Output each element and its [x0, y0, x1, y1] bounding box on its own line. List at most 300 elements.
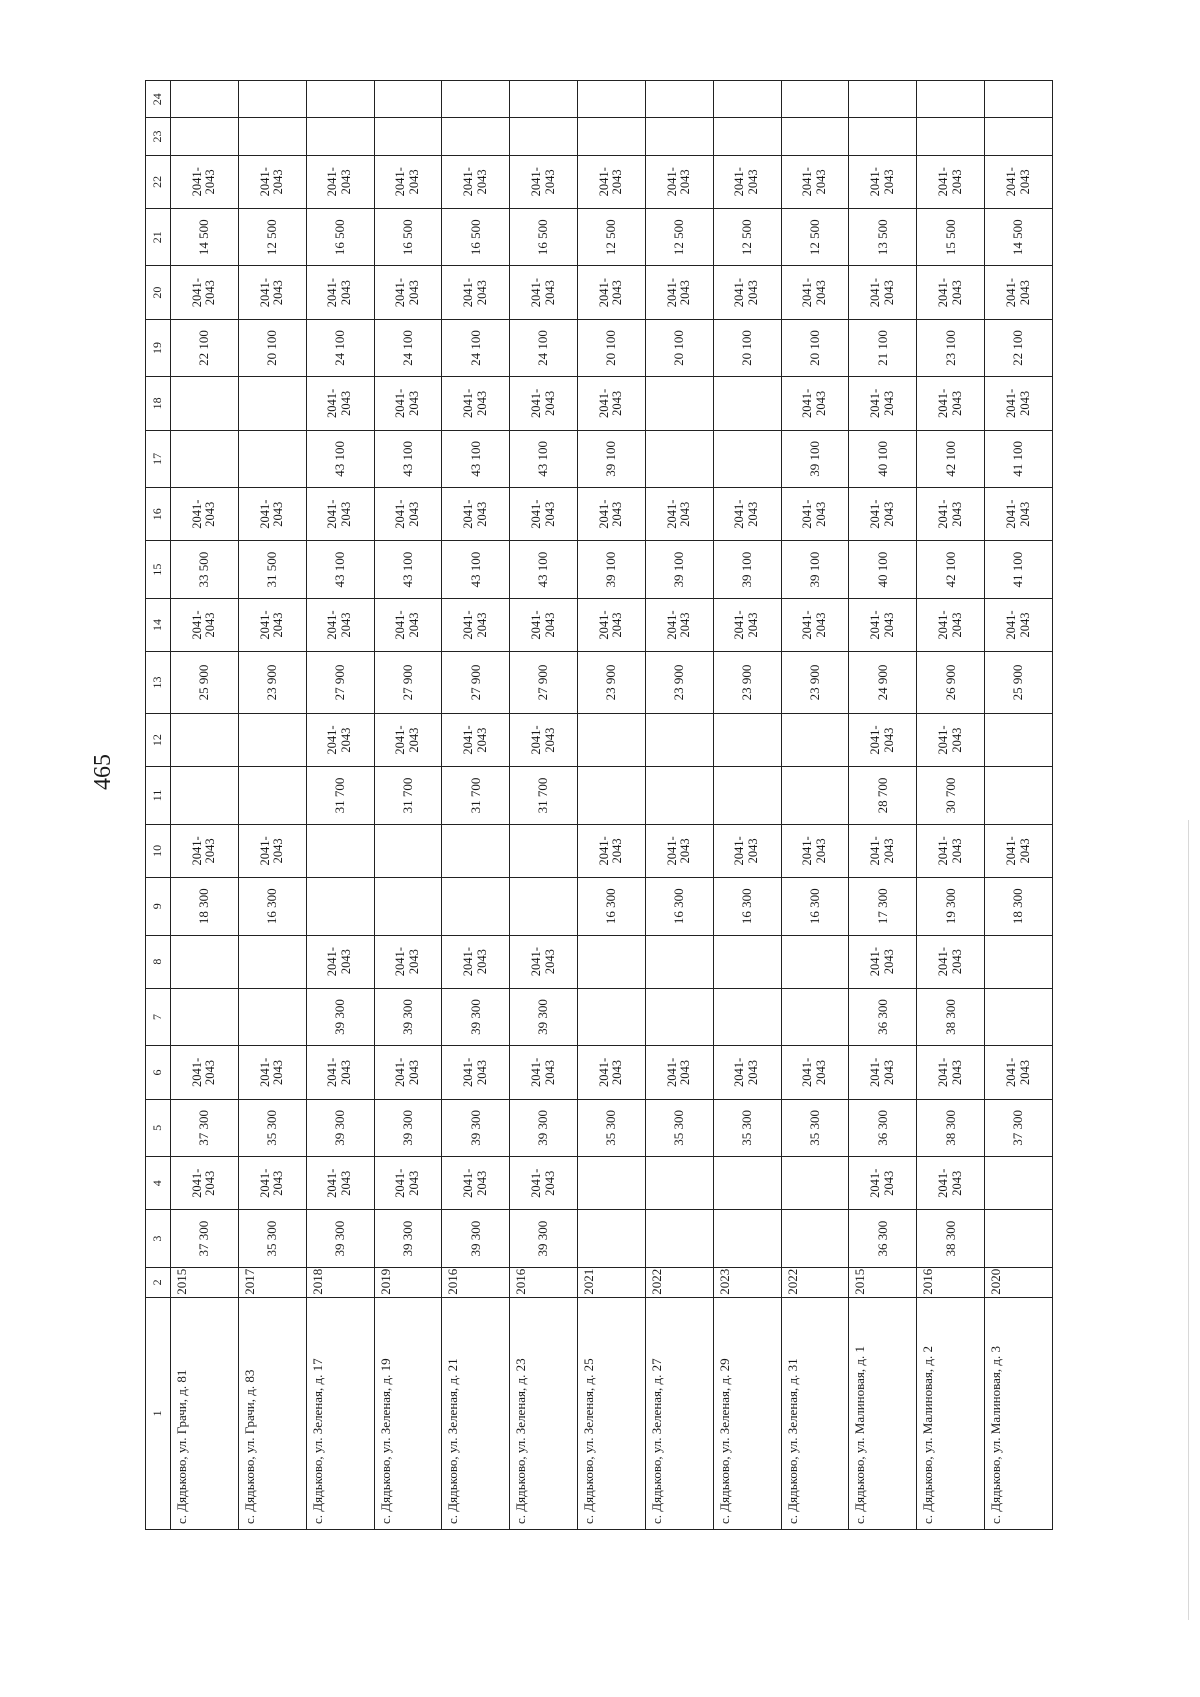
page-number	[83, 754, 123, 790]
table-cell: 2041- 2043	[374, 598, 442, 651]
table-cell: 14 500	[985, 208, 1053, 266]
table-cell	[238, 118, 306, 155]
table-cell: 2041- 2043	[917, 377, 985, 430]
table-cell: 39 100	[578, 541, 646, 599]
table-cell: 2041- 2043	[713, 1046, 781, 1099]
table-cell: 37 300	[171, 1099, 239, 1157]
column-header-6: 6	[146, 1046, 171, 1099]
table-cell: 2041- 2043	[374, 1046, 442, 1099]
table-cell: 35 300	[238, 1099, 306, 1157]
table-cell	[171, 767, 239, 825]
table-cell	[713, 1210, 781, 1268]
table-cell	[781, 767, 849, 825]
table-cell: 2041- 2043	[306, 1046, 374, 1099]
table-cell	[442, 824, 510, 877]
table-cell	[171, 935, 239, 988]
table-cell: 2041- 2043	[985, 377, 1053, 430]
table-cell: 2041- 2043	[442, 377, 510, 430]
table-cell: 16 300	[238, 877, 306, 935]
table-cell	[985, 988, 1053, 1046]
table-cell: 2041- 2043	[578, 1046, 646, 1099]
table-cell: 27 900	[510, 652, 578, 714]
table-cell: 23 100	[917, 319, 985, 377]
year-cell: 2016	[442, 1267, 510, 1297]
table-cell: 38 300	[917, 988, 985, 1046]
table-cell: 35 300	[713, 1099, 781, 1157]
table-row	[645, 81, 713, 1530]
table-cell	[510, 81, 578, 118]
table-cell: 2041- 2043	[510, 377, 578, 430]
address-cell: с. Дядьково, ул. Малиновая, д. 1	[849, 1297, 917, 1529]
table-cell: 16 300	[578, 877, 646, 935]
table-cell: 2041- 2043	[985, 488, 1053, 541]
table-cell	[781, 118, 849, 155]
table-cell	[306, 824, 374, 877]
table-cell: 40 100	[849, 430, 917, 488]
table-cell: 41 100	[985, 430, 1053, 488]
table-cell: 12 500	[238, 208, 306, 266]
table-cell	[645, 713, 713, 766]
table-cell: 42 100	[917, 541, 985, 599]
table-cell: 43 100	[306, 430, 374, 488]
table-cell	[985, 1210, 1053, 1268]
table-cell: 43 100	[442, 430, 510, 488]
table-row	[171, 81, 239, 1530]
table-cell	[238, 430, 306, 488]
address-cell: с. Дядьково, ул. Малиновая, д. 2	[917, 1297, 985, 1529]
table-row	[578, 81, 646, 1530]
table-cell: 24 100	[306, 319, 374, 377]
table-cell: 2041- 2043	[171, 1157, 239, 1210]
table-cell: 36 300	[849, 988, 917, 1046]
table-cell	[578, 935, 646, 988]
year-cell: 2015	[849, 1267, 917, 1297]
table-cell: 2041- 2043	[578, 598, 646, 651]
table-cell: 17 300	[849, 877, 917, 935]
table-cell: 2041- 2043	[849, 935, 917, 988]
table-cell: 19 300	[917, 877, 985, 935]
table-cell: 2041- 2043	[917, 824, 985, 877]
table-cell: 2041- 2043	[306, 377, 374, 430]
table-cell: 16 300	[645, 877, 713, 935]
table-cell: 27 900	[374, 652, 442, 714]
table-cell: 35 300	[238, 1210, 306, 1268]
table-cell	[781, 1210, 849, 1268]
table-cell: 14 500	[171, 208, 239, 266]
data-table	[145, 80, 1053, 1530]
column-header-7: 7	[146, 988, 171, 1046]
column-header-22: 22	[146, 155, 171, 208]
table-cell: 23 900	[578, 652, 646, 714]
table-cell	[645, 767, 713, 825]
table-cell: 31 700	[306, 767, 374, 825]
table-cell	[374, 118, 442, 155]
table-cell: 31 700	[374, 767, 442, 825]
table-cell: 39 300	[306, 1210, 374, 1268]
table-cell: 2041- 2043	[510, 488, 578, 541]
table-cell: 2041- 2043	[713, 155, 781, 208]
year-cell: 2018	[306, 1267, 374, 1297]
column-header-14: 14	[146, 598, 171, 651]
table-cell: 2041- 2043	[510, 935, 578, 988]
table-cell: 35 300	[578, 1099, 646, 1157]
table-cell	[171, 988, 239, 1046]
table-cell: 37 300	[171, 1210, 239, 1268]
table-cell	[917, 81, 985, 118]
table-cell: 2041- 2043	[645, 155, 713, 208]
table-cell	[645, 430, 713, 488]
scan-edge-line	[1188, 820, 1189, 1620]
table-cell	[442, 118, 510, 155]
table-cell: 2041- 2043	[849, 1046, 917, 1099]
table-cell	[510, 877, 578, 935]
table-cell: 39 300	[374, 1099, 442, 1157]
column-header-11: 11	[146, 767, 171, 825]
table-cell: 2041- 2043	[171, 488, 239, 541]
table-cell	[849, 81, 917, 118]
table-cell: 2041- 2043	[306, 935, 374, 988]
table-cell	[510, 824, 578, 877]
table-cell: 2041- 2043	[917, 598, 985, 651]
table-cell: 2041- 2043	[374, 488, 442, 541]
table-cell	[849, 118, 917, 155]
address-cell: с. Дядьково, ул. Зеленая, д. 17	[306, 1297, 374, 1529]
table-cell: 12 500	[713, 208, 781, 266]
table-cell: 43 100	[374, 430, 442, 488]
table-cell: 2041- 2043	[849, 377, 917, 430]
table-cell: 2041- 2043	[306, 266, 374, 319]
column-header-12: 12	[146, 713, 171, 766]
table-cell: 2041- 2043	[374, 935, 442, 988]
table-cell: 24 900	[849, 652, 917, 714]
column-header-13: 13	[146, 652, 171, 714]
table-cell: 2041- 2043	[510, 1157, 578, 1210]
table-cell	[238, 767, 306, 825]
table-cell: 39 100	[781, 541, 849, 599]
table-cell: 16 500	[442, 208, 510, 266]
table-cell	[781, 988, 849, 1046]
address-cell: с. Дядьково, ул. Зеленая, д. 19	[374, 1297, 442, 1529]
table-cell	[374, 877, 442, 935]
table-cell	[442, 877, 510, 935]
year-cell: 2015	[171, 1267, 239, 1297]
table-cell: 2041- 2043	[713, 598, 781, 651]
table-cell: 2041- 2043	[849, 713, 917, 766]
year-cell: 2017	[238, 1267, 306, 1297]
table-cell	[713, 767, 781, 825]
column-header-19: 19	[146, 319, 171, 377]
column-header-23: 23	[146, 118, 171, 155]
table-cell: 12 500	[578, 208, 646, 266]
table-cell	[713, 377, 781, 430]
table-cell: 2041- 2043	[578, 488, 646, 541]
table-cell: 27 900	[306, 652, 374, 714]
table-cell	[985, 713, 1053, 766]
table-cell	[306, 118, 374, 155]
table-cell: 35 300	[645, 1099, 713, 1157]
table-cell: 24 100	[374, 319, 442, 377]
table-cell: 20 100	[713, 319, 781, 377]
table-cell: 2041- 2043	[578, 377, 646, 430]
table-cell: 43 100	[306, 541, 374, 599]
table-cell: 2041- 2043	[917, 1157, 985, 1210]
table-cell: 31 500	[238, 541, 306, 599]
column-header-20: 20	[146, 266, 171, 319]
address-cell: с. Дядьково, ул. Зеленая, д. 23	[510, 1297, 578, 1529]
table-cell: 2041- 2043	[713, 488, 781, 541]
column-header-15: 15	[146, 541, 171, 599]
year-cell: 2023	[713, 1267, 781, 1297]
table-row	[917, 81, 985, 1530]
table-cell: 22 100	[985, 319, 1053, 377]
table-cell: 25 900	[985, 652, 1053, 714]
table-cell: 38 300	[917, 1099, 985, 1157]
table-cell: 16 500	[510, 208, 578, 266]
table-cell: 2041- 2043	[510, 598, 578, 651]
table-cell: 2041- 2043	[374, 155, 442, 208]
table-row	[374, 81, 442, 1530]
table-cell	[442, 81, 510, 118]
table-cell: 2041- 2043	[917, 1046, 985, 1099]
table-cell: 43 100	[510, 430, 578, 488]
table-cell: 2041- 2043	[374, 1157, 442, 1210]
table-cell: 39 300	[510, 1099, 578, 1157]
table-cell: 21 100	[849, 319, 917, 377]
table-cell	[645, 935, 713, 988]
column-header-5: 5	[146, 1099, 171, 1157]
table-cell: 16 300	[781, 877, 849, 935]
table-cell: 2041- 2043	[171, 155, 239, 208]
page-number-text: 465	[90, 754, 116, 790]
table-cell: 36 300	[849, 1099, 917, 1157]
table-cell: 2041- 2043	[238, 824, 306, 877]
table-cell: 16 300	[713, 877, 781, 935]
table-cell: 35 300	[781, 1099, 849, 1157]
table-cell: 39 100	[578, 430, 646, 488]
table-cell: 24 100	[510, 319, 578, 377]
table-cell	[171, 81, 239, 118]
column-header-4: 4	[146, 1157, 171, 1210]
table-cell	[713, 118, 781, 155]
table-cell: 2041- 2043	[645, 488, 713, 541]
table-cell	[985, 935, 1053, 988]
table-cell: 2041- 2043	[171, 824, 239, 877]
table-cell	[781, 713, 849, 766]
table-cell: 39 300	[306, 988, 374, 1046]
table-cell: 2041- 2043	[781, 488, 849, 541]
table-cell: 20 100	[578, 319, 646, 377]
table-cell: 2041- 2043	[238, 598, 306, 651]
table-cell	[985, 81, 1053, 118]
table-cell: 18 300	[171, 877, 239, 935]
table-cell	[713, 1157, 781, 1210]
table-cell: 39 300	[442, 1099, 510, 1157]
address-cell: с. Дядьково, ул. Грачи, д. 81	[171, 1297, 239, 1529]
address-cell: с. Дядьково, ул. Зеленая, д. 29	[713, 1297, 781, 1529]
table-cell: 43 100	[442, 541, 510, 599]
table-cell	[374, 824, 442, 877]
table-cell: 2041- 2043	[306, 155, 374, 208]
table-cell: 2041- 2043	[645, 1046, 713, 1099]
header-row	[146, 81, 171, 1530]
table-cell	[578, 713, 646, 766]
table-cell: 2041- 2043	[374, 266, 442, 319]
table-cell: 33 500	[171, 541, 239, 599]
table-cell: 2041- 2043	[849, 1157, 917, 1210]
table-cell: 2041- 2043	[849, 266, 917, 319]
table-row	[238, 81, 306, 1530]
table-cell: 39 100	[645, 541, 713, 599]
table-cell: 20 100	[781, 319, 849, 377]
table-cell: 2041- 2043	[510, 266, 578, 319]
table-cell: 2041- 2043	[985, 155, 1053, 208]
table-cell	[713, 81, 781, 118]
table-cell: 31 700	[442, 767, 510, 825]
table-cell: 2041- 2043	[442, 935, 510, 988]
table-cell	[713, 988, 781, 1046]
table-cell: 2041- 2043	[442, 155, 510, 208]
table-cell	[645, 988, 713, 1046]
table-cell: 2041- 2043	[578, 824, 646, 877]
table-cell: 2041- 2043	[917, 713, 985, 766]
column-header-8: 8	[146, 935, 171, 988]
table-cell: 2041- 2043	[985, 824, 1053, 877]
table-cell: 2041- 2043	[917, 155, 985, 208]
table-cell: 23 900	[781, 652, 849, 714]
table-cell	[917, 118, 985, 155]
table-cell: 43 100	[374, 541, 442, 599]
table-cell: 2041- 2043	[442, 713, 510, 766]
table-cell: 37 300	[985, 1099, 1053, 1157]
table-cell: 2041- 2043	[238, 266, 306, 319]
table-cell: 2041- 2043	[442, 266, 510, 319]
table-cell: 23 900	[713, 652, 781, 714]
table-cell: 30 700	[917, 767, 985, 825]
table-cell: 2041- 2043	[917, 266, 985, 319]
table-cell: 39 300	[442, 988, 510, 1046]
table-cell	[578, 118, 646, 155]
table-cell: 12 500	[645, 208, 713, 266]
table-cell: 22 100	[171, 319, 239, 377]
table-cell: 2041- 2043	[238, 1157, 306, 1210]
table-cell: 43 100	[510, 541, 578, 599]
table-cell: 2041- 2043	[510, 1046, 578, 1099]
table-row	[442, 81, 510, 1530]
table-cell: 2041- 2043	[917, 935, 985, 988]
table-cell: 2041- 2043	[781, 377, 849, 430]
table-cell: 31 700	[510, 767, 578, 825]
table-cell	[306, 81, 374, 118]
table-cell: 2041- 2043	[645, 824, 713, 877]
table-cell	[578, 988, 646, 1046]
table-cell: 2041- 2043	[442, 1157, 510, 1210]
table-cell	[306, 877, 374, 935]
table-cell: 2041- 2043	[442, 1046, 510, 1099]
column-header-16: 16	[146, 488, 171, 541]
table-cell: 2041- 2043	[171, 598, 239, 651]
table-cell	[238, 713, 306, 766]
table-cell: 39 300	[374, 988, 442, 1046]
table-cell	[645, 1210, 713, 1268]
table-cell	[578, 81, 646, 118]
address-cell: с. Дядьково, ул. Зеленая, д. 31	[781, 1297, 849, 1529]
table-row	[306, 81, 374, 1530]
table-cell: 36 300	[849, 1210, 917, 1268]
table-cell: 39 100	[781, 430, 849, 488]
table-cell: 2041- 2043	[578, 266, 646, 319]
table-cell	[238, 988, 306, 1046]
table-cell: 2041- 2043	[645, 266, 713, 319]
table-cell	[781, 1157, 849, 1210]
table-cell: 25 900	[171, 652, 239, 714]
table-cell: 2041- 2043	[306, 598, 374, 651]
table-cell: 2041- 2043	[578, 155, 646, 208]
table-cell: 39 300	[306, 1099, 374, 1157]
table-cell: 2041- 2043	[171, 1046, 239, 1099]
table-cell: 2041- 2043	[306, 1157, 374, 1210]
table-cell: 41 100	[985, 541, 1053, 599]
table-cell: 20 100	[238, 319, 306, 377]
table-cell	[171, 713, 239, 766]
table-cell	[985, 118, 1053, 155]
table-row	[849, 81, 917, 1530]
table-cell: 12 500	[781, 208, 849, 266]
table-cell: 2041- 2043	[442, 598, 510, 651]
table-cell: 23 900	[238, 652, 306, 714]
year-cell: 2022	[781, 1267, 849, 1297]
column-header-3: 3	[146, 1210, 171, 1268]
table-cell	[713, 430, 781, 488]
table-cell	[578, 767, 646, 825]
table-cell: 39 300	[442, 1210, 510, 1268]
table-cell: 2041- 2043	[781, 824, 849, 877]
table-cell: 18 300	[985, 877, 1053, 935]
table-cell	[374, 81, 442, 118]
table-cell: 2041- 2043	[713, 824, 781, 877]
address-cell: с. Дядьково, ул. Грачи, д. 83	[238, 1297, 306, 1529]
table-cell	[645, 377, 713, 430]
rotated-table-frame	[145, 80, 1053, 1530]
column-header-1: 1	[146, 1297, 171, 1529]
table-body	[171, 81, 1053, 1530]
table-row	[781, 81, 849, 1530]
table-cell: 2041- 2043	[985, 266, 1053, 319]
table-cell: 20 100	[645, 319, 713, 377]
table-cell: 2041- 2043	[849, 155, 917, 208]
table-cell	[578, 1210, 646, 1268]
table-cell	[985, 1157, 1053, 1210]
table-cell: 2041- 2043	[781, 155, 849, 208]
table-cell: 26 900	[917, 652, 985, 714]
table-cell: 2041- 2043	[171, 266, 239, 319]
table-cell: 2041- 2043	[849, 488, 917, 541]
column-header-10: 10	[146, 824, 171, 877]
year-cell: 2021	[578, 1267, 646, 1297]
table-cell: 42 100	[917, 430, 985, 488]
table-cell	[238, 935, 306, 988]
table-cell	[781, 935, 849, 988]
table-cell	[985, 767, 1053, 825]
address-cell: с. Дядьково, ул. Зеленая, д. 21	[442, 1297, 510, 1529]
table-row	[713, 81, 781, 1530]
table-cell: 2041- 2043	[645, 598, 713, 651]
table-cell	[238, 377, 306, 430]
table-cell: 23 900	[645, 652, 713, 714]
table-cell: 2041- 2043	[306, 488, 374, 541]
table-row	[510, 81, 578, 1530]
table-cell: 28 700	[849, 767, 917, 825]
table-cell: 16 500	[306, 208, 374, 266]
